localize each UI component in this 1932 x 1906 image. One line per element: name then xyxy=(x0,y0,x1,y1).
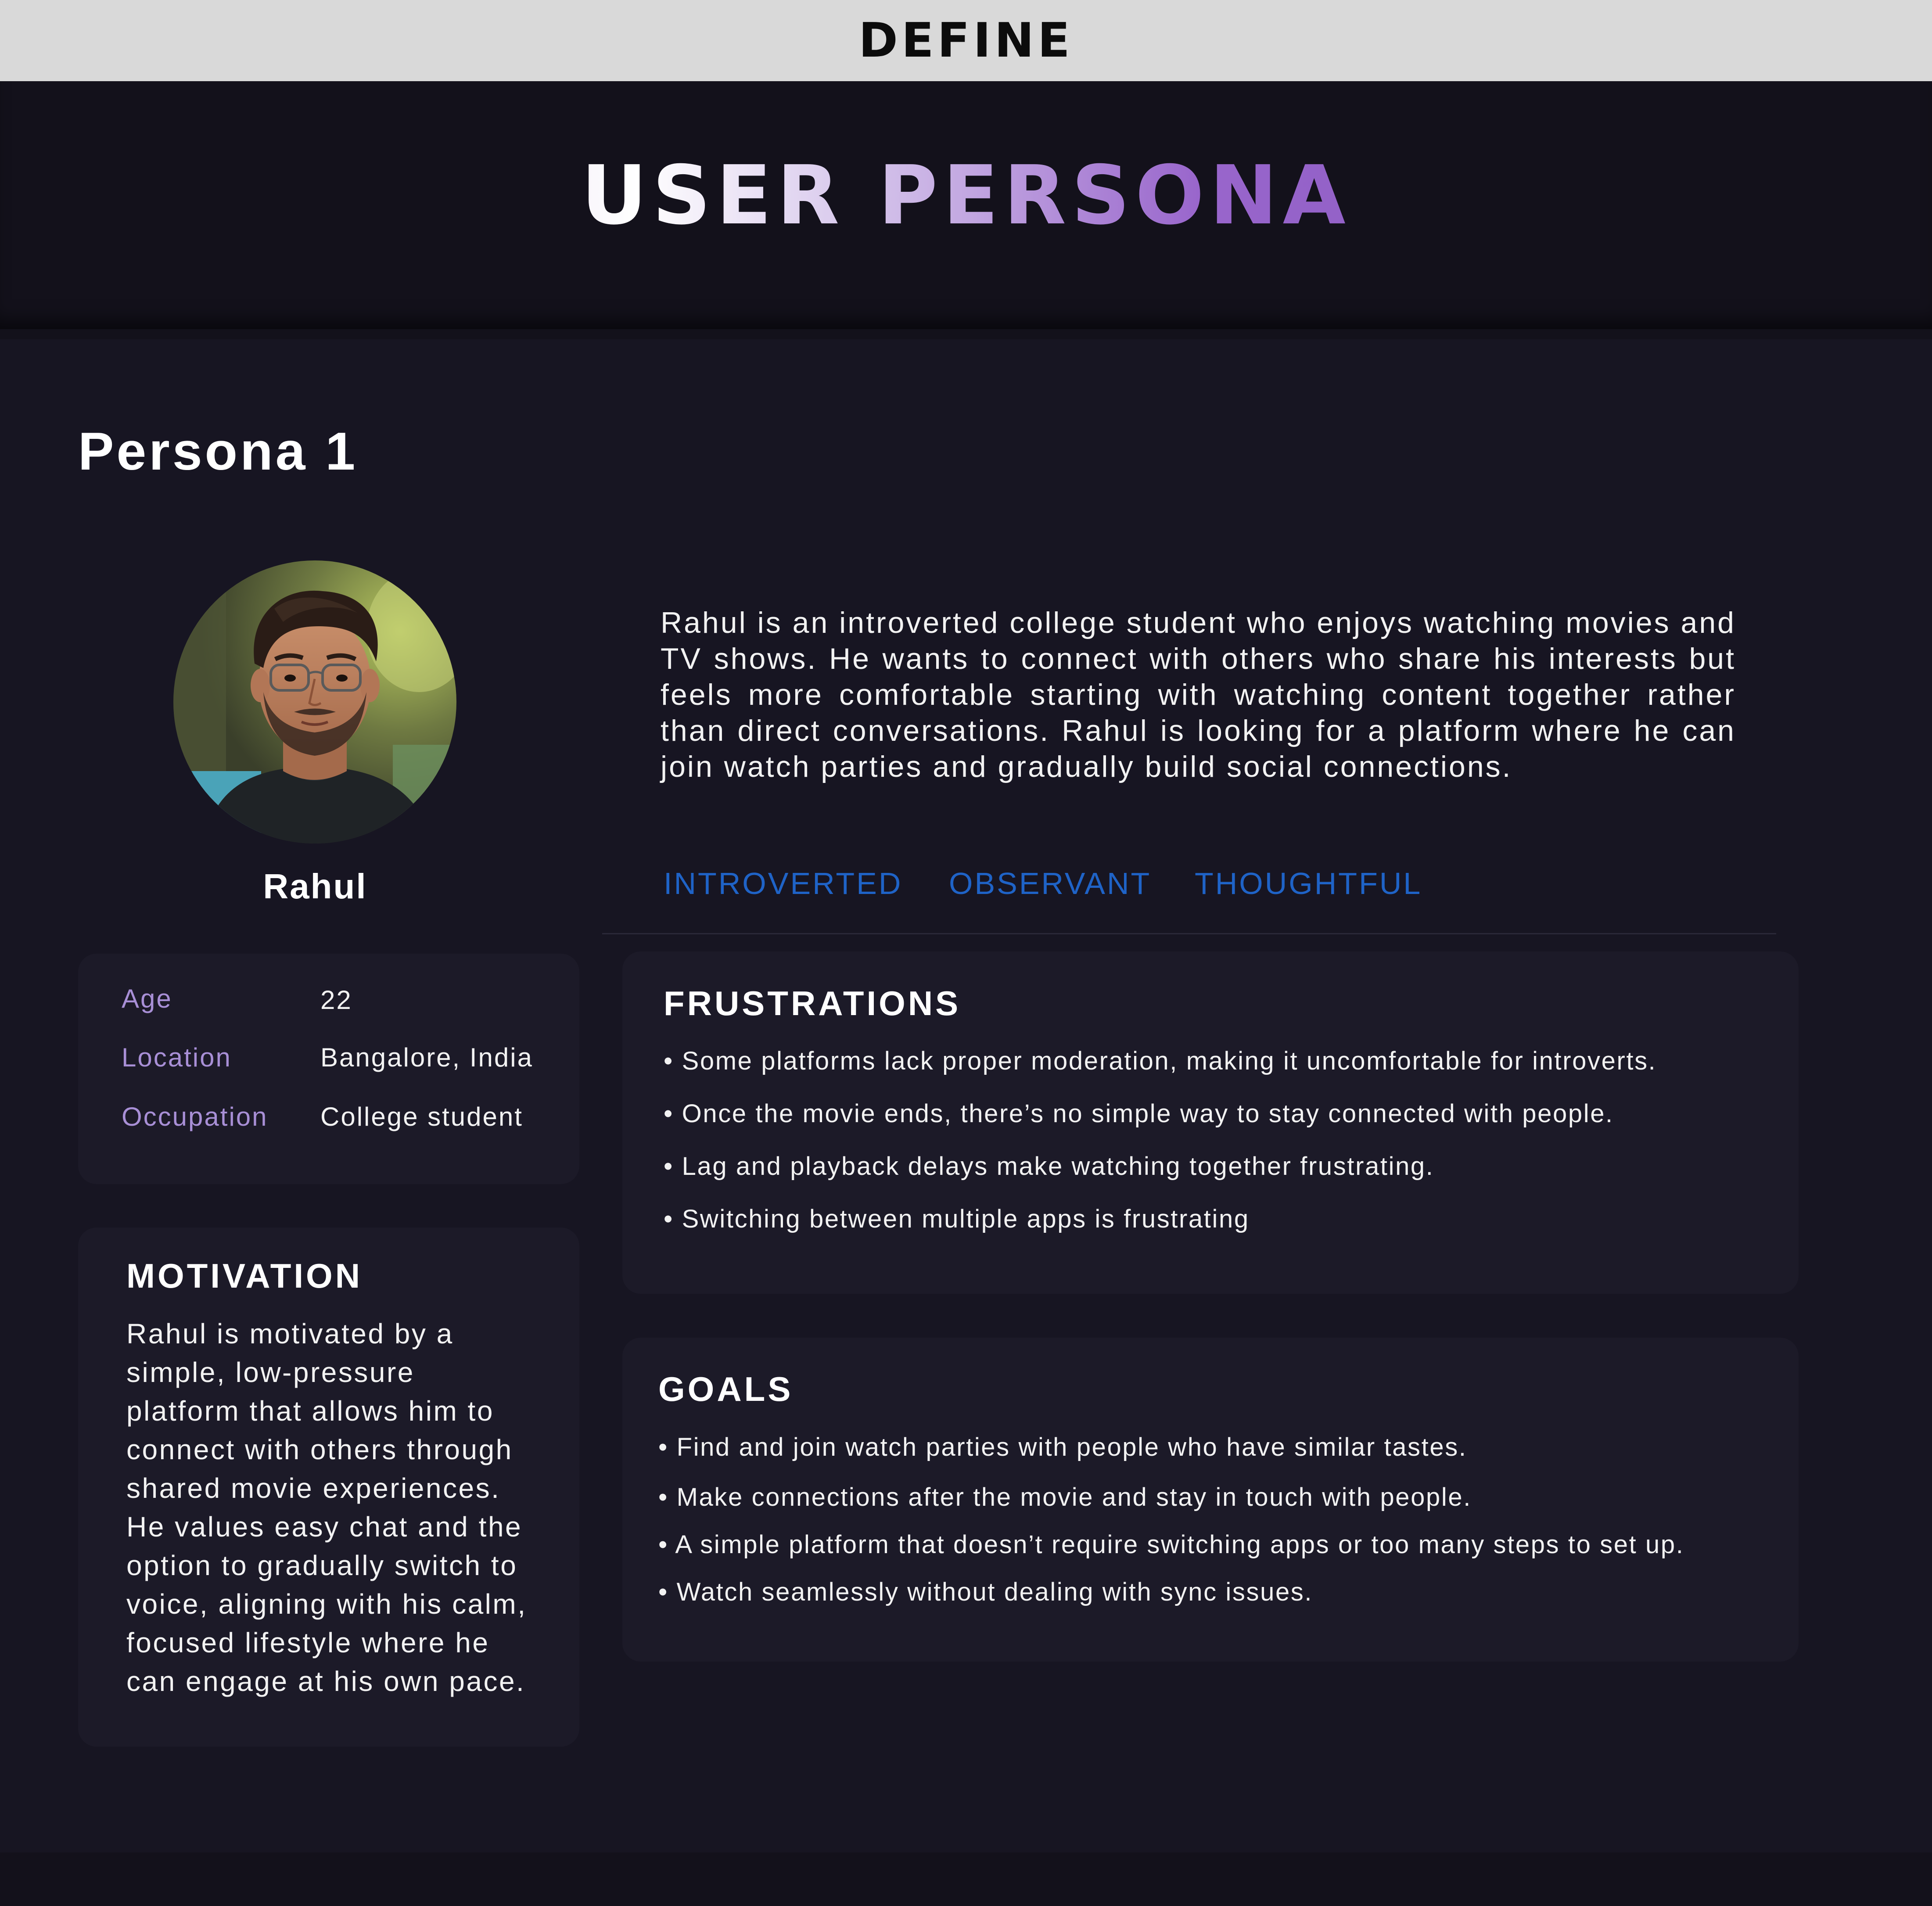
frustration-item: • Some platforms lack proper moderation, making it uncomfortable for introverts. xyxy=(664,1047,1657,1075)
motivation-line: voice, aligning with his calm, xyxy=(126,1588,527,1620)
frustration-text: Switching between multiple apps is frustrating xyxy=(682,1205,1250,1233)
top-bar xyxy=(0,0,1932,81)
motivation-line: Rahul is motivated by a xyxy=(126,1318,454,1350)
avatar-portrait xyxy=(173,560,456,844)
frustration-text: Some platforms lack proper moderation, making it uncomfortable for introverts. xyxy=(682,1047,1657,1075)
detail-label: Location xyxy=(122,1043,232,1072)
motivation-title: MOTIVATION xyxy=(126,1256,363,1295)
motivation-line: shared movie experiences. xyxy=(126,1472,501,1504)
motivation-line: simple, low-pressure xyxy=(126,1357,415,1388)
frustration-item: • Lag and playback delays make watching together frustrating. xyxy=(664,1152,1434,1181)
frustration-text: Once the movie ends, there’s no simple way to stay connected with people. xyxy=(682,1099,1614,1128)
trait-tag: INTROVERTED xyxy=(664,866,903,901)
detail-label: Occupation xyxy=(122,1102,268,1131)
goal-text: Make connections after the movie and stay in touch with people. xyxy=(676,1483,1472,1511)
persona-heading: Persona 1 xyxy=(78,421,358,481)
motivation-line: focused lifestyle where he xyxy=(126,1627,490,1658)
goal-text: Find and join watch parties with people who have similar tastes. xyxy=(676,1433,1467,1461)
persona-bio: Rahul is an introverted college student who enjoys watching movies and TV shows. He wants to connect with others who share his interests but feels more comfortable starting with watching content together rather than direct conversations. Rahul is looking for a platform where he can join watch parties and gradually build social connections. xyxy=(661,606,1736,783)
goal-item: • A simple platform that doesn’t require switching apps or too many steps to set up. xyxy=(658,1530,1684,1559)
frustrations-title: FRUSTRATIONS xyxy=(664,984,961,1023)
motivation-line: can engage at his own pace. xyxy=(126,1666,526,1697)
motivation-line: connect with others through xyxy=(126,1434,513,1465)
goal-item: • Make connections after the movie and stay in touch with people. xyxy=(658,1483,1472,1511)
goal-text: A simple platform that doesn’t require switching apps or too many steps to set up. xyxy=(675,1530,1684,1559)
frustration-text: Lag and playback delays make watching together frustrating. xyxy=(682,1152,1434,1181)
frustration-item: • Switching between multiple apps is frustrating xyxy=(664,1205,1250,1233)
section-label: DEFINE xyxy=(858,13,1074,68)
motivation-line: option to gradually switch to xyxy=(126,1550,518,1581)
goal-item: • Watch seamlessly without dealing with sync issues. xyxy=(658,1578,1313,1606)
motivation-line: He values easy chat and the xyxy=(126,1511,523,1543)
divider xyxy=(602,933,1776,934)
frustration-item: • Once the movie ends, there’s no simple way to stay connected with people. xyxy=(664,1099,1614,1128)
trait-tag: THOUGHTFUL xyxy=(1195,866,1422,901)
avatar xyxy=(173,560,456,844)
detail-value: 22 xyxy=(320,985,352,1015)
detail-value: Bangalore, India xyxy=(320,1043,533,1072)
motivation-line: platform that allows him to xyxy=(126,1395,494,1427)
goal-item: • Find and join watch parties with people who have similar tastes. xyxy=(658,1433,1467,1461)
persona-name: Rahul xyxy=(263,867,367,906)
goal-text: Watch seamlessly without dealing with sync issues. xyxy=(676,1578,1313,1606)
detail-value: College student xyxy=(320,1102,523,1131)
goals-title: GOALS xyxy=(658,1370,794,1408)
motivation-text xyxy=(126,1314,574,1701)
page-title: USER PERSONA xyxy=(0,151,1932,239)
detail-label: Age xyxy=(122,984,172,1013)
trait-tag: OBSERVANT xyxy=(949,866,1152,901)
